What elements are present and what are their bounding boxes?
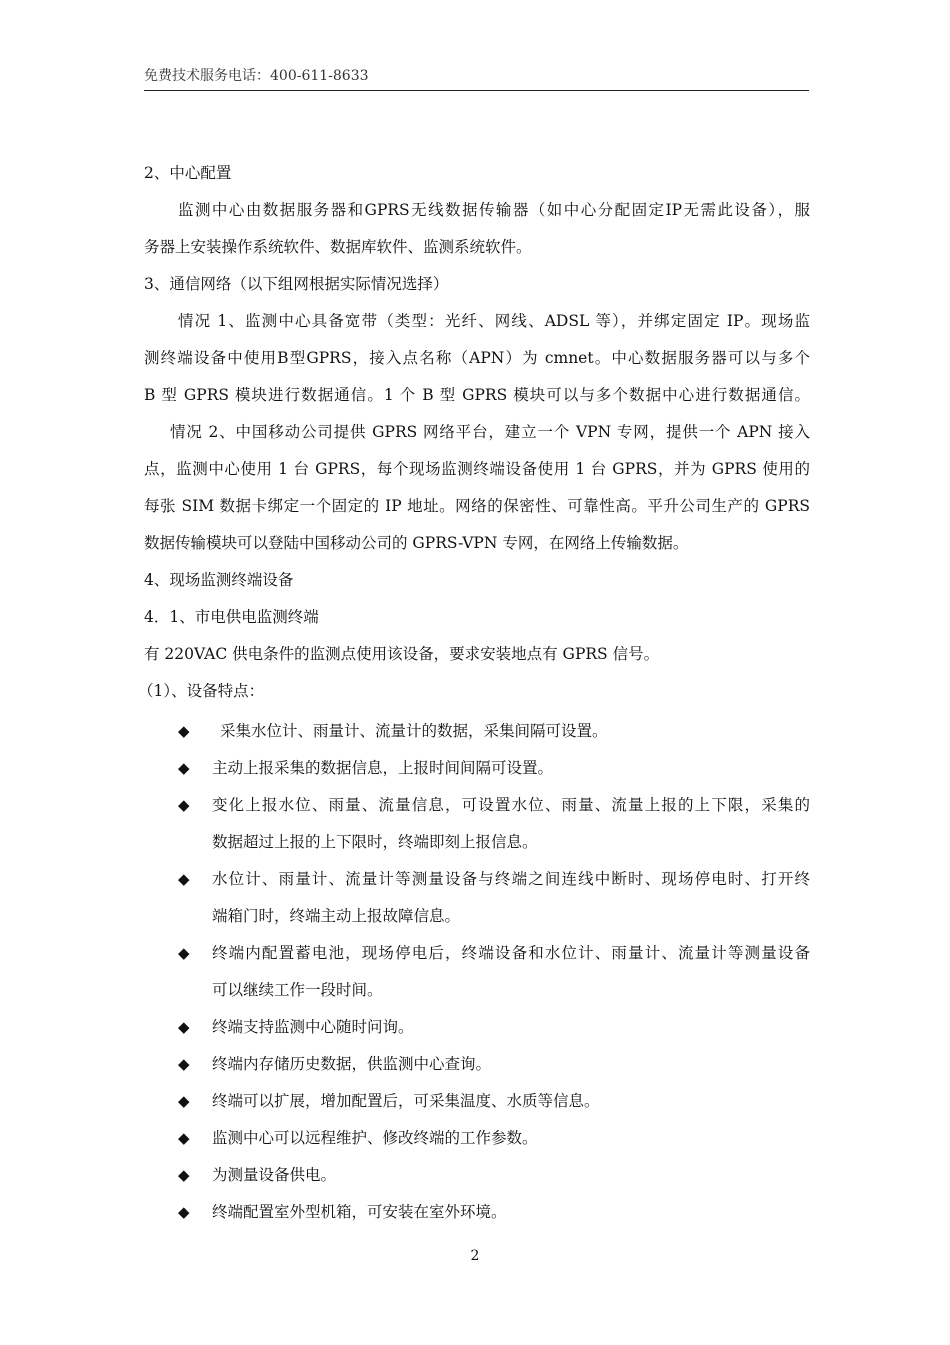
paragraph-line: 测终端设备中使用B型GPRS，接入点名称（APN）为 cmnet。中心数据服务器可以与多个 (144, 349, 810, 367)
paragraph-line: B 型 GPRS 模块进行数据通信。1 个 B 型 GPRS 模块可以与多个数据中心进行数据通信。 (144, 386, 810, 404)
paragraph-line: 数据传输模块可以登陆中国移动公司的 GPRS-VPN 专网，在网络上传输数据。 (144, 534, 689, 552)
subsection-heading: 4．1、市电供电监测终端 (144, 608, 319, 626)
bullet-text: 终端内配置蓄电池，现场停电后，终端设备和水位计、雨量计、流量计等测量设备 (212, 944, 810, 962)
paragraph-line: 情况 1、监测中心具备宽带（类型：光纤、网线、ADSL 等），并绑定固定 IP。现场监 (178, 312, 810, 330)
bullet-diamond-icon: ◆ (178, 722, 190, 740)
bullet-text-continuation: 端箱门时，终端主动上报故障信息。 (212, 907, 461, 925)
bullet-diamond-icon: ◆ (178, 796, 190, 814)
bullet-text: 终端可以扩展，增加配置后，可采集温度、水质等信息。 (212, 1092, 600, 1110)
bullet-text: 水位计、雨量计、流量计等测量设备与终端之间连线中断时、现场停电时、打开终 (212, 870, 810, 888)
section-heading: 4、现场监测终端设备 (144, 571, 294, 589)
bullet-text: 终端配置室外型机箱，可安装在室外环境。 (212, 1203, 507, 1221)
bullet-text-continuation: 数据超过上报的上下限时，终端即刻上报信息。 (212, 833, 538, 851)
paragraph-line: 情况 2、中国移动公司提供 GPRS 网络平台，建立一个 VPN 专网，提供一个 APN 接入 (170, 423, 810, 441)
section-heading: 3、通信网络（以下组网根据实际情况选择） (144, 275, 449, 293)
bullet-text-continuation: 可以继续工作一段时间。 (212, 981, 383, 999)
paragraph-line: 每张 SIM 数据卡绑定一个固定的 IP 地址。网络的保密性、可靠性高。平升公司生产的 GPRS (144, 497, 810, 515)
paragraph-line: 监测中心由数据服务器和GPRS无线数据传输器（如中心分配固定IP无需此设备），服 (178, 201, 810, 219)
bullet-text: 主动上报采集的数据信息，上报时间间隔可设置。 (212, 759, 554, 777)
page-header (144, 66, 809, 91)
bullet-diamond-icon: ◆ (178, 1055, 190, 1073)
page-number: 2 (470, 1248, 480, 1264)
bullet-text: 变化上报水位、雨量、流量信息，可设置水位、雨量、流量上报的上下限，采集的 (212, 796, 810, 814)
bullet-diamond-icon: ◆ (178, 870, 190, 888)
bullet-diamond-icon: ◆ (178, 1092, 190, 1110)
paragraph-line: 有 220VAC 供电条件的监测点使用该设备，要求安装地点有 GPRS 信号。 (144, 645, 660, 663)
paragraph-line: 点，监测中心使用 1 台 GPRS，每个现场监测终端设备使用 1 台 GPRS，并为 GPRS 使用的 (144, 460, 810, 478)
bullet-diamond-icon: ◆ (178, 1129, 190, 1147)
bullet-text: 采集水位计、雨量计、流量计的数据，采集间隔可设置。 (220, 722, 608, 740)
bullet-text: 监测中心可以远程维护、修改终端的工作参数。 (212, 1129, 538, 1147)
bullet-diamond-icon: ◆ (178, 944, 190, 962)
header-text: 免费技术服务电话：400-611-8633 (144, 68, 369, 84)
bullet-text: 终端内存储历史数据，供监测中心查询。 (212, 1055, 492, 1073)
section-heading: 2、中心配置 (144, 164, 232, 182)
bullet-diamond-icon: ◆ (178, 1203, 190, 1221)
bullet-text: 为测量设备供电。 (212, 1166, 337, 1184)
bullet-text: 终端支持监测中心随时问询。 (212, 1018, 414, 1036)
paragraph-line: 务器上安装操作系统软件、数据库软件、监测系统软件。 (144, 238, 532, 256)
bullet-diamond-icon: ◆ (178, 1166, 190, 1184)
list-heading: （1）、设备特点： (138, 682, 265, 700)
bullet-diamond-icon: ◆ (178, 759, 190, 777)
bullet-diamond-icon: ◆ (178, 1018, 190, 1036)
